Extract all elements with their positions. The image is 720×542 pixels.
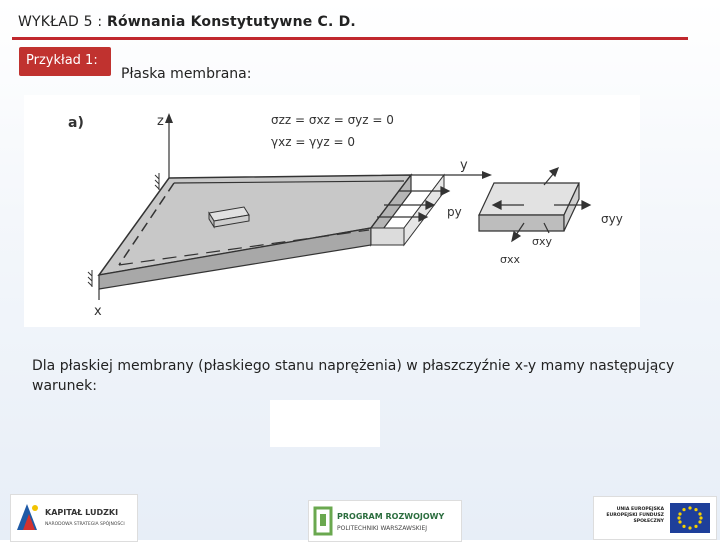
logo-program-rozwojowy bbox=[308, 500, 462, 542]
logo-kapital-ludzki bbox=[10, 494, 138, 542]
y-axis-arrow bbox=[482, 171, 492, 179]
ue-text: UNIA EUROPEJSKA EUROPEJSKI FUNDUSZ SPOŁECZNY bbox=[606, 507, 664, 524]
title-prefix: WYKŁAD 5 : bbox=[18, 14, 107, 30]
element-top bbox=[479, 183, 579, 215]
kl-emblem-icon bbox=[13, 500, 43, 536]
pr-emblem-icon bbox=[313, 506, 335, 536]
sigma-xx-label: σxx bbox=[500, 253, 520, 266]
sigma-xy-label: σxy bbox=[532, 235, 552, 248]
y-axis-label: y bbox=[460, 158, 468, 173]
membrane-figure bbox=[24, 95, 640, 327]
load-face bbox=[371, 228, 404, 245]
formula-placeholder bbox=[270, 400, 380, 447]
z-axis-arrow bbox=[165, 113, 173, 123]
page-title bbox=[18, 14, 356, 30]
example-badge: Przykład 1: bbox=[19, 47, 111, 76]
figure-label-a: a) bbox=[68, 115, 84, 131]
footer bbox=[0, 488, 720, 540]
x-axis-label: x bbox=[94, 304, 102, 319]
example-subtitle: Płaska membrana: bbox=[121, 66, 252, 82]
logo-unia-europejska bbox=[593, 496, 717, 540]
kl-text-sub: NARODOWA STRATEGIA SPÓJNOŚCI bbox=[45, 522, 125, 527]
equation-stresses: σzz = σxz = σyz = 0 bbox=[271, 113, 394, 127]
load-py-label: py bbox=[447, 205, 462, 219]
title-divider bbox=[12, 37, 688, 40]
caption-text: Dla płaskiej membrany (płaskiego stanu naprężenia) w płaszczyźnie x-y mamy następujący warunek: bbox=[32, 358, 675, 394]
element-front bbox=[479, 215, 564, 231]
title-bold: Równania Konstytutywne C. D. bbox=[106, 14, 356, 30]
equation-strains: γxz = γyz = 0 bbox=[271, 135, 356, 149]
kl-text-title: KAPITAŁ LUDZKI bbox=[45, 508, 119, 517]
pr-text-title: PROGRAM ROZWOJOWY bbox=[337, 512, 445, 521]
membrane-diagram bbox=[24, 95, 640, 327]
sigma-yy-label: σyy bbox=[601, 212, 623, 226]
pr-text-sub: POLITECHNIKI WARSZAWSKIEJ bbox=[337, 525, 428, 532]
z-axis-label: z bbox=[157, 114, 164, 129]
eu-flag-icon bbox=[670, 503, 710, 533]
